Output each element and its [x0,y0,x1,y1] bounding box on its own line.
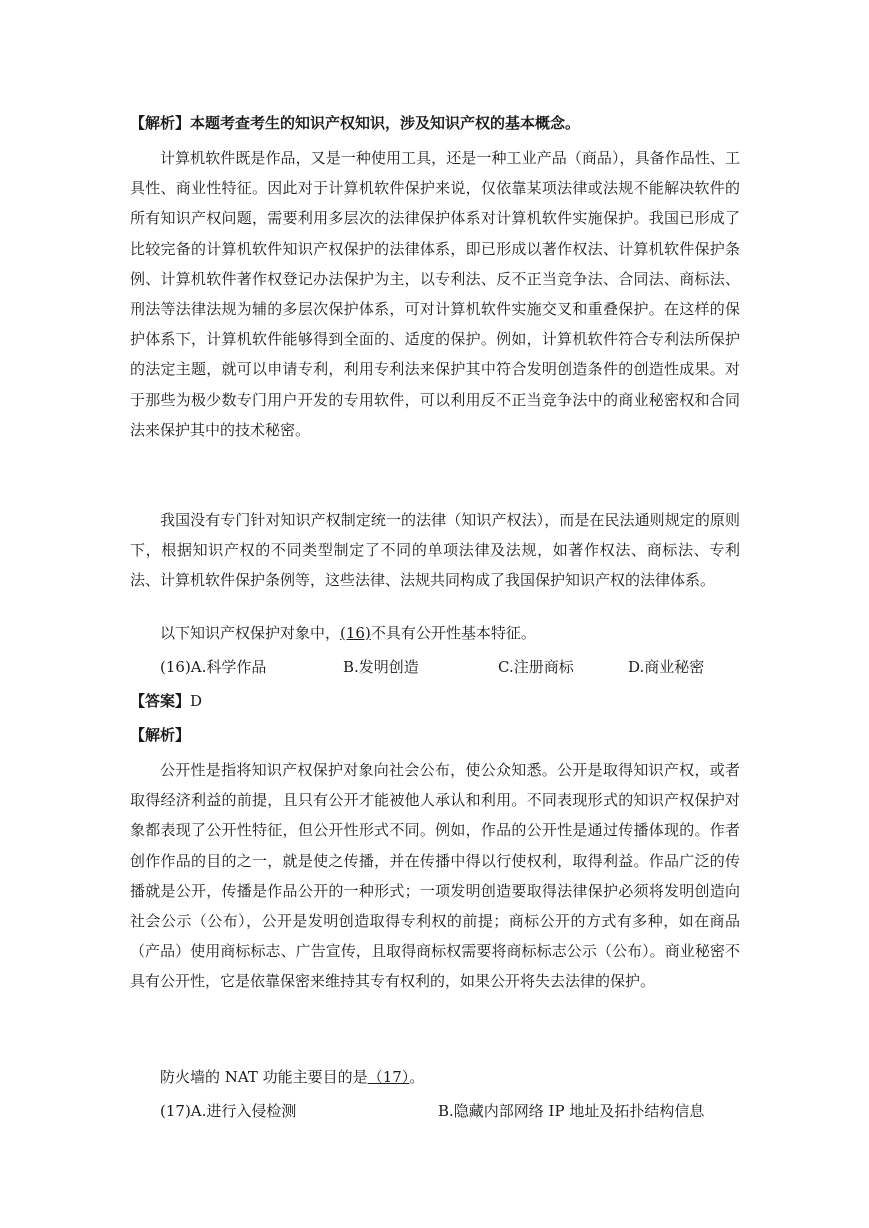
question-16-stem-after: 不具有公开性基本特征。 [370,624,536,642]
question-17-stem-after: 。 [409,1068,425,1086]
answer-label: 【答案】 [130,692,191,710]
answer-value: D [190,692,203,710]
analysis-paragraph-1: 计算机软件既是作品，又是一种使用工具，还是一种工业产品（商品），具备作品性、工具性、商业性特征。因此对于计算机软件保护来说，仅依靠某项法律或法规不能解决软件的所有知识产权问题，需要利用多层次的法律保护体系对计算机软件实施保护。我国已形成了比较完备的计算机软件知识产权保护的法律体系，即已形成以著作权法、计算机软件保护条例、计算机软件著作权登记办法保护为主，以专利法、反不正当竞争法、合同法、商标法、刑法等法律法规为辅的多层次保护体系，可对计算机软件实施交叉和重叠保护。在这样的保护体系下，计算机软件能够得到全面的、适度的保护。例如，计算机软件符合专利法所保护的法定主题，就可以申请专利，利用专利法来保护其中符合发明创造条件的创造性成果。对于那些为极少数专门用户开发的专用软件，可以利用反不正当竞争法中的商业秘密权和合同法来保护其中的技术秘密。 [130,149,740,439]
question-17-option-a: (17)A.进行入侵检测 [160,1102,297,1120]
question-16-analysis-heading: 【解析】 [130,726,191,744]
analysis-label: 【解析】 [130,114,191,132]
analysis-paragraph-2: 我国没有专门针对知识产权制定统一的法律（知识产权法），而是在民法通则规定的原则下，根据知识产权的不同类型制定了不同的单项法律及法规，如著作权法、商标法、专利法、计算机软件保护条例等，这些法律、法规共同构成了我国保护知识产权的法律体系。 [130,511,740,590]
question-17-option-b: B.隐藏内部网络 IP 地址及拓扑结构信息 [438,1102,705,1120]
question-17-stem-before: 防火墙的 NAT 功能主要目的是 [160,1068,368,1086]
question-17-stem [160,1067,770,1087]
question-16-stem [160,623,770,643]
question-16-option-d: D.商业秘密 [628,658,705,676]
analysis-heading-text: 本题考查考生的知识产权知识，涉及知识产权的基本概念。 [190,114,581,132]
question-16-blank: (16) [340,624,371,642]
analysis-heading [130,113,740,133]
question-16-stem-before: 以下知识产权保护对象中， [160,624,341,642]
answer-line [130,691,740,711]
question-16-option-c: C.注册商标 [498,658,574,676]
question-17-blank: （17） [367,1068,410,1086]
question-16-option-a: (16)A.科学作品 [160,658,267,676]
question-16-option-b: B.发明创造 [343,658,419,676]
question-16-analysis-paragraph: 公开性是指将知识产权保护对象向社会公布，使公众知悉。公开是取得知识产权，或者取得经济利益的前提，且只有公开才能被他人承认和利用。不同表现形式的知识产权保护对象都表现了公开性特征，但公开性形式不同。例如，作品的公开性是通过传播体现的。作者创作作品的目的之一，就是使之传播，并在传播中得以行使权利，取得利益。作品广泛的传播就是公开，传播是作品公开的一种形式；一项发明创造要取得法律保护必须将发明创造向社会公示（公布），公开是发明创造取得专利权的前提；商标公开的方式有多种，如在商品（产品）使用商标标志、广告宣传，且取得商标权需要将商标标志公示（公布）。商业秘密不具有公开性，它是依靠保密来维持其专有权利的，如果公开将失去法律的保护。 [130,761,740,991]
